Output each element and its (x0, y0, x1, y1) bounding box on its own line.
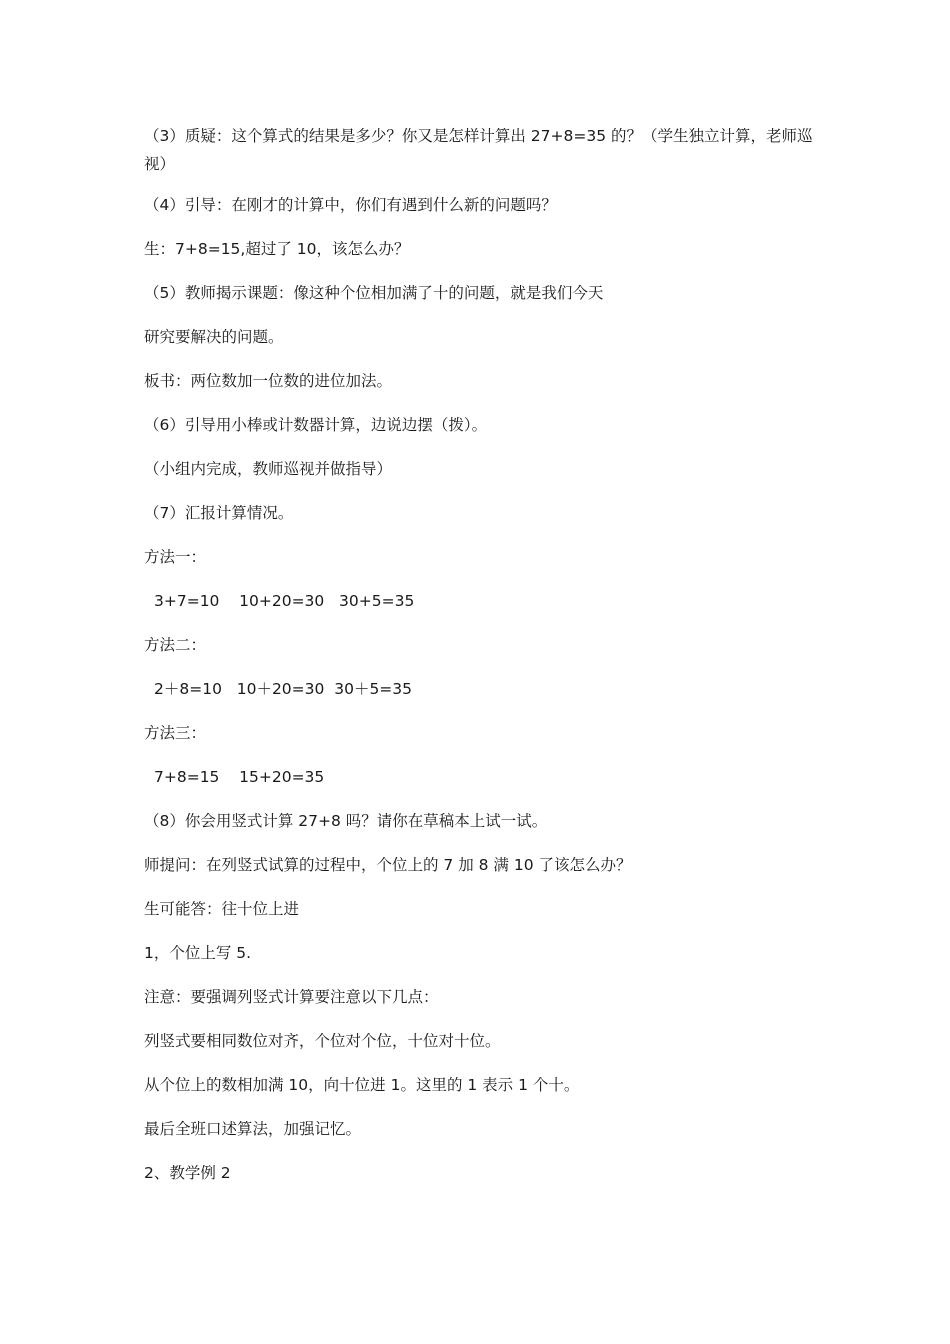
paragraph-report: （7）汇报计算情况。 (144, 504, 294, 522)
method-three-equations: 7+8=15 15+20=35 (154, 768, 325, 786)
method-two-equations: 2＋8=10 10＋20=30 30＋5=35 (154, 680, 413, 698)
paragraph-board-writing: 板书：两位数加一位数的进位加法。 (144, 372, 393, 390)
method-three-label: 方法三： (144, 724, 207, 742)
paragraph-align-digits: 列竖式要相同数位对齐，个位对个位，十位对十位。 (144, 1032, 501, 1050)
paragraph-recite: 最后全班口述算法，加强记忆。 (144, 1120, 362, 1138)
method-one-equations: 3+7=10 10+20=30 30+5=35 (154, 592, 415, 610)
paragraph-ones-digit: 1，个位上写 5. (144, 944, 252, 962)
paragraph-guide-sticks: （6）引导用小棒或计数器计算，边说边摆（拨）。 (144, 416, 488, 434)
paragraph-student-possible-answer: 生可能答：往十位上进 (144, 900, 300, 918)
method-two-label: 方法二： (144, 636, 207, 654)
paragraph-attention: 注意：要强调列竖式计算要注意以下几点： (144, 988, 439, 1006)
paragraph-reveal-topic-cont: 研究要解决的问题。 (144, 328, 284, 346)
paragraph-carry: 从个位上的数相加满 10，向十位进 1。这里的 1 表示 1 个十。 (144, 1076, 580, 1094)
paragraph-guide: （4）引导：在刚才的计算中，你们有遇到什么新的问题吗？ (144, 196, 557, 214)
paragraph-vertical-calc: （8）你会用竖式计算 27+8 吗？请你在草稿本上试一试。 (144, 812, 548, 830)
paragraph-group-work: （小组内完成，教师巡视并做指导） (144, 460, 393, 478)
paragraph-teacher-question: 师提问：在列竖式试算的过程中，个位上的 7 加 8 满 10 了该怎么办？ (144, 856, 632, 874)
paragraph-example-2: 2、教学例 2 (144, 1164, 231, 1182)
paragraph-reveal-topic: （5）教师揭示课题：像这种个位相加满了十的问题，就是我们今天 (144, 284, 604, 302)
paragraph-student-answer: 生：7+8=15,超过了 10，该怎么办？ (144, 240, 410, 258)
paragraph-question: （3）质疑：这个算式的结果是多少？你又是怎样计算出 27+8=35 的？（学生独立计算，老师巡视） (144, 127, 813, 173)
document-body (144, 122, 824, 1206)
method-one-label: 方法一： (144, 548, 207, 566)
